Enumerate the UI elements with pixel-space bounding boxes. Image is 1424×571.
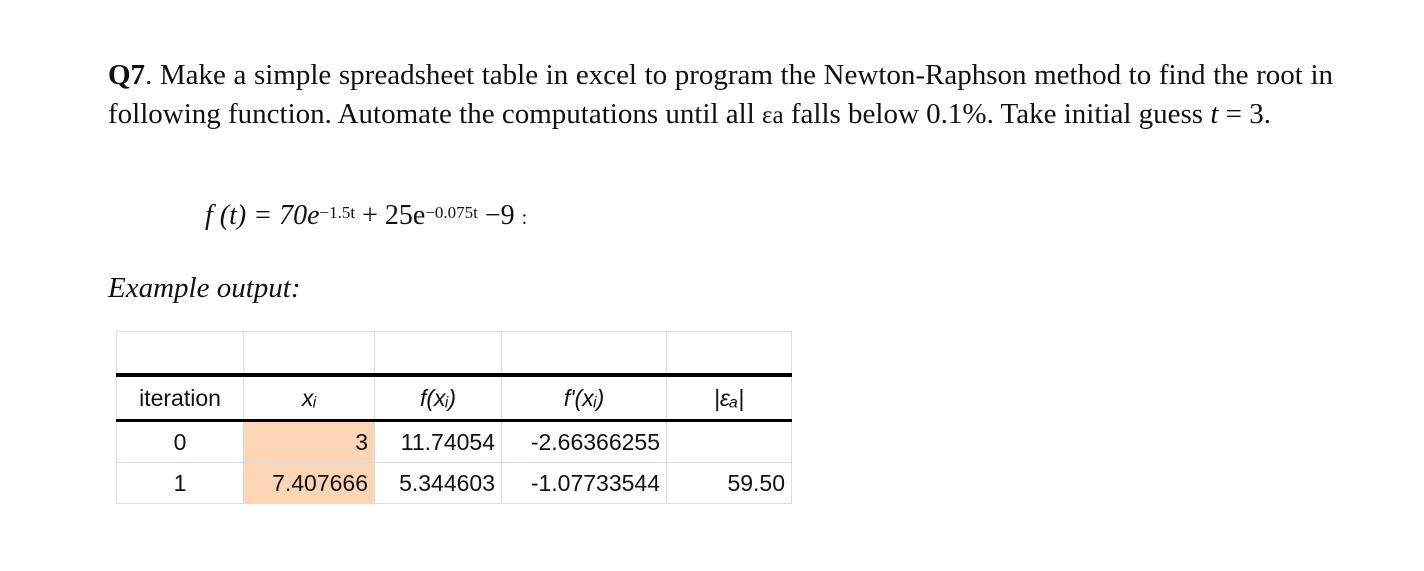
cell[interactable] [375, 332, 502, 376]
cell-iteration[interactable]: 0 [117, 421, 244, 463]
cell-dfxi[interactable]: -2.66366255 [502, 421, 667, 463]
formula-mid: + 25e [355, 200, 426, 231]
function-formula [205, 200, 527, 232]
cell-error[interactable]: 59.50 [667, 463, 792, 504]
table-row [117, 421, 792, 463]
cell-fxi[interactable]: 11.74054 [375, 421, 502, 463]
question-label: Q7 [108, 59, 146, 91]
cell-xi[interactable]: 7.407666 [244, 463, 375, 504]
header-xi[interactable]: xᵢ [244, 375, 375, 421]
header-fxi[interactable]: f(xᵢ) [375, 375, 502, 421]
cell-fxi[interactable]: 5.344603 [375, 463, 502, 504]
spreadsheet-blank-row [117, 332, 792, 376]
variable-t: t [1210, 98, 1219, 130]
header-error[interactable]: |εₐ| [667, 375, 792, 421]
cell[interactable] [244, 332, 375, 376]
formula-exponent-2: −0.075t [425, 203, 478, 222]
table-row [117, 463, 792, 504]
cell[interactable] [117, 332, 244, 376]
formula-tail: −9 [477, 200, 515, 231]
example-output-label: Example output: [108, 272, 301, 304]
cell-xi[interactable]: 3 [244, 421, 375, 463]
formula-exponent-1: −1.5t [319, 203, 356, 222]
spreadsheet-table [116, 331, 792, 504]
question-text [108, 56, 1333, 135]
question-text-part3: = 3. [1218, 98, 1272, 130]
header-dfxi[interactable]: f'(xᵢ) [502, 375, 667, 421]
formula-lhs: f (t) = 70e [205, 200, 320, 231]
epsilon-symbol: εa [762, 102, 784, 129]
header-iteration[interactable]: iteration [117, 375, 244, 421]
header-row [117, 375, 792, 421]
question-text-part2: falls below 0.1%. Take initial guess [783, 98, 1211, 130]
formula-colon: : [521, 207, 528, 229]
cell[interactable] [667, 332, 792, 376]
cell[interactable] [502, 332, 667, 376]
question-text-part1: . Make a simple spreadsheet table in excel to program the Newton-Raphson method to find the root in following function. Automate the computations until all [108, 59, 1333, 130]
cell-iteration[interactable]: 1 [117, 463, 244, 504]
cell-dfxi[interactable]: -1.07733544 [502, 463, 667, 504]
cell-error[interactable] [667, 421, 792, 463]
